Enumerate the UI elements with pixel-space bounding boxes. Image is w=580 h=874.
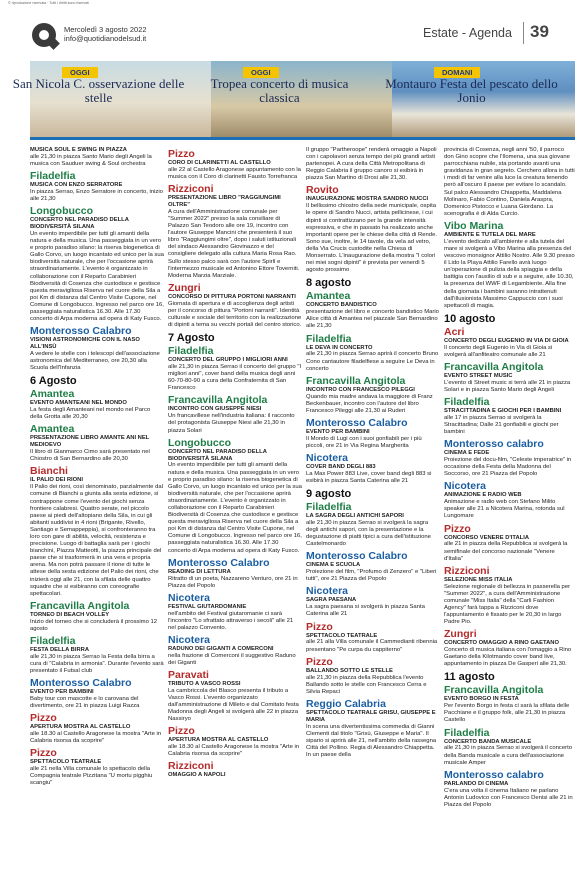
event-title: CINEMA E FEDE xyxy=(444,450,490,457)
town-name: Bianchi xyxy=(30,465,68,478)
event-title: CINEMA E SCUOLA xyxy=(306,562,361,569)
event-description: Proiezione del film, "Profumo di Zenzero" e "Liberi tutti", ore 21 Piazza del Popolo xyxy=(306,569,437,583)
town-name: Francavilla Angitola xyxy=(444,360,544,373)
banner-tag-3: DOMANI xyxy=(434,67,480,78)
event-description: alle 21,30 in piazza Serrao la Festa della birra a cura di "Calabria in armonia". Durante l'evento sarà presentato il Futsal club xyxy=(30,653,164,674)
event-title: LE DEVA IN CONCERTO xyxy=(306,344,373,351)
event-description: nell'ambito del Festival giutaromanie ci sarà l'incontro "Lo sfrattato attraverso i secoli" alle 21 nel palazzo Convento. xyxy=(168,610,294,631)
event-title: CONCERTO DEL GRUPPO I MIGLIORI ANNI xyxy=(168,357,288,364)
event-title: CONCERTO OMAGGIO A RINO GAETANO xyxy=(444,640,559,647)
town-name: Amantea xyxy=(30,423,75,436)
event-title: INCONTRO CON GIUSEPPE NIESI xyxy=(168,406,262,413)
event-description: Per l'evento Borgo in festa ci sarà la sfilata delle Pacchiane e il gruppo folk, alle 21,30 in piazza Castello xyxy=(444,703,570,724)
event-description: Giornata di apertura e di accoglienza degli artisti per il concorso di pittura "Portoni narranti". Identità culturale e sociale del territorio con la realizzazione di dipinti a tema su vecchi portali del centro storico. xyxy=(168,300,302,329)
town-name: Monterosso Calabro xyxy=(306,416,408,429)
event-description: Il libro di Gianmarco Cimo sarà presentato nel Chiostro di San Bernardino alle 20,30 xyxy=(30,449,150,463)
event-description: A cura dell'Amministrazione comunale per "Summer 2022" presso la sala consiliare di Palazzo San Teodoro alle ore 19, incontro con l'autore Giuseppe Mancini che presenterà il suo libro "Raggiungimi oltre", dopo i saluti istituzionali del sindaco Alessandro Giovinazzo e del consigliere delegato alla cultura Maria Rosa Rao. Sullo stesso palco sarà con l'autore Spirlì e l'intermezzo musicale ed Antonino Ettore Toverniti. Moderna Marzia Marziale. xyxy=(168,208,300,279)
event-description: In scena una divertentissima commedia di Gianni Clementi dal titolo "Grisù, Giuseppe e Maria". Il sipario si aprirà alle 21, nell'ambito della rassegna Città del Pollino. Regia di Alessandro Chiappetta. In un paese della xyxy=(306,723,437,758)
event-description: provincia di Cosenza, negli anni '50, il parroco don Gino scopre che l'Ilomena, una sua giovane parrocchiana nubile, sta portando avanti una gravidanza in gran segreto. Cerchero allora in tutti i modi di far venire alla luce la creatura tenendo però all'oscuro il paese per evitare lo scandalo. Sul palco Alessandro Chiappetta, Maddalena Molinaro, Fabio Contino, Daniela Araspra, Domenico Pistocco e Luana Giordano. La scenografia è di Alda Curcio. xyxy=(444,147,575,217)
event-title: INCONTRO CON FRANCESCO PILEGGI xyxy=(306,386,415,393)
town-name: Paravati xyxy=(168,669,209,681)
event-description: alle 18.30 al Castello Aragonese la mostra "Arte in Calabria risorsa da scoprire" xyxy=(30,731,162,745)
event-description: alle 17 in piazza Serrao si svolgerà la Stracittadina; Dalle 21 gonfiabili e giochi per bambini xyxy=(444,414,559,436)
event-description: alle 21,30 in piazza Serrao il concerto del gruppo "I migliori anni", cover band della musica degli anni 60-70-80-90 a cura della Confraternita di San Francesco xyxy=(168,364,302,392)
quotidiano-logo-icon xyxy=(32,23,56,47)
event-description: alle 22 al Castello Aragonese appuntamento con la musica con il Coro di clarinetti Fausto Torrefranca xyxy=(168,166,301,180)
event-description: Animazione e radio web con Stefano Milito speaker alle 21 a Nicotera Marina, rotonda sul Lungomare xyxy=(444,499,565,520)
issue-date: Mercoledì 3 agosto 2022 xyxy=(64,25,147,34)
town-name: Filadelfia xyxy=(168,345,214,358)
town-name: Longobucco xyxy=(168,436,231,449)
town-name: Pizzo xyxy=(168,148,195,160)
wave-divider xyxy=(30,137,575,140)
town-name: Amantea xyxy=(30,388,75,401)
town-name: Acri xyxy=(444,325,465,338)
banner-title-2: Tropea concerto di musica classica xyxy=(210,76,349,105)
banner-title-1: San Nicola C. osservazione delle stelle xyxy=(12,76,185,105)
event-title: PARLANDO DI CINEMA xyxy=(444,780,509,787)
event-description: Il Palio dei rioni, così denominato, parzialmente dal comune di Bianchi a giunta alla sesta edizione, si contrappone come l'evento dei giochi senza frontiere calabresi. Quattro serate, nel piccolo paese ai piedi dell'altopiano della Sila, in cui gli abitanti suddivisi in 4 rioni (Brigante, Rivello, Santiago e Semappeppia), si confronteranno tra loro con gare di abilità, velocità, resistenza e precisione. Luogo di battaglia sarà per i giochi bianchini, Piazza Matteotti, la piazza principale del paese che si trasformerà in una vera e propria arena. Ma non potrà passare il rione di tutte le attese della sesta edizione del Palio dei rioni, che inizierà oggi alle 21, con la sfilata delle quattro squadre che si esibiranno con coreografie spettacolari. xyxy=(30,484,163,597)
event-title: OMAGGIO A NAPOLI xyxy=(168,772,226,779)
event-title: READING DI LETTURA xyxy=(168,568,231,575)
event-title: SPETTACOLO TEATRALE xyxy=(30,759,102,766)
event-title: AMBIENTE E TUTELA DEL MARE xyxy=(444,231,536,238)
town-name: Filadelfia xyxy=(30,170,76,183)
event-title: APERTURA MOSTRA AL CASTELLO xyxy=(168,737,269,744)
town-name: Rizziconi xyxy=(168,183,214,196)
town-name: Zungri xyxy=(168,281,201,294)
town-name: Francavilla Angitola xyxy=(168,394,268,407)
event-title: SPETTACOLO TEATRALE GRISU, GIUSEPPE E MARIA xyxy=(306,709,436,723)
event-description: alle 21,30 in piazza Santo Mario degli Angeli la musica con Sauduer swing & Soul orchestra xyxy=(30,153,152,167)
event-title: STRACITTADINA E GIOCHI PER I BAMBINI xyxy=(444,407,562,414)
event-description: nella frazione di Comerconi il suggestivo Raduno dei Giganti xyxy=(168,652,296,666)
event-title: PRESENTAZIONE LIBRO "RAGGIUNGIMI OLTRE" xyxy=(168,195,281,208)
town-name: Rizziconi xyxy=(444,564,490,577)
town-name: Francavilla Angitola xyxy=(444,684,544,697)
event-description: Un evento imperdibile per tutti gli amanti della natura e della musica. Una passeggiata in un vero e proprio paradiso silano: la riserva biogenetica di Gallo Corvo, un luogo incantato ed unico per la sua biodiversità naturale, che per l'occasione aprirà straordinariamente. L'evento è organizzato in collaborazione con il Reparto Carabinieri Biodiversità di Cosenza che custodisce e gestisce questa meravigliosa Riserva nel cuore della Sila a poi Km di distanza dal Centro Visite Cupone, nel Comune di Longobucco. Ingresso nel parco ore 16, passeggiata naturalistica 16.30. Alle 17.30 concerto di Arpa moderna ad opera di Katy Fusco. xyxy=(168,462,302,554)
date-heading: 11 agosto xyxy=(444,671,495,684)
event-description: La cambriccola del Blasco presenta il tributo a Vasco Rossi. L'evento organizzato dall'amministrazione di Mileto e dal Comitato festa Madonna degli Angeli si svolgerà alle 22 in piazza Nassiryo xyxy=(168,687,299,723)
event-title: EVENTO BORGO IN FESTA xyxy=(444,696,519,703)
event-description: Baby tour con mascotte e lo carovana del divertimento, ore 21 in piazza Luigi Razza xyxy=(30,696,140,710)
event-description: L'evento dedicato all'ambiente e alla tutela del mare si svolgerà a Vibo Marina alla presenza del vescovo monsignor Attilio Nostro. Alle 9.30 presso il Lido la Playa Attilio Farello avrà luogo un'operazione di pulizia della spiaggia e della battigia con l'ausilio di sub e a seguire, alle 10.30, la presenza del WWF di Legambiente. Alla fine della giornata i bambini saranno intrattenuti dall'illusionista Massimo Cappuccio con i suoi spettacoli di magia. xyxy=(444,238,575,309)
event-title: FESTIVAL GIUTARDOMANIE xyxy=(168,603,247,610)
town-name: Filadelfia xyxy=(30,634,76,647)
event-description: Il gruppo "Partheroope" renderà omaggio a Napoli con i capolavori senza tempo dei più grandi artisti partenopei. A cura della Città Metropolitana di Reggio Calabria il gruppo canoro si esibirà in piazza San Martino di Drosi alle 21,30. xyxy=(306,147,437,182)
town-name: Monterosso Calabro xyxy=(306,550,408,563)
event-description: A vedere le stelle con i telescopi dell'associazione astronomica del Mediterraneo, ore 20,30 alla Scuola dell'Infanzia xyxy=(30,351,160,372)
date-heading: 6 Agosto xyxy=(30,375,77,388)
column-2 xyxy=(168,147,302,779)
town-name: Pizzo xyxy=(306,655,333,668)
event-title: CONCERTO BANDISTICO xyxy=(306,302,377,309)
event-description: Il bellissimo chiostro della sede municipale, ospita le opere di Sandro Nucci, artista pellicinese, i cui dipinti si contrattizzano per la grande intensità espressiva, e che in passato ha realizzato anche importanti opere per le chiese della città di Rende. Sono sue, inoltre, le 14 tavole, da vela ad vetro, della Via Crucis custodite nella Chiesa di Monserrato. L'inaugurazione della mostra "I colori nei miei sogni dipinti" è prevista per venerdì 5 agosto prossimo xyxy=(306,203,437,274)
column-1 xyxy=(30,147,164,790)
event-title: APERTURA MOSTRA AL CASTELLO xyxy=(30,724,131,731)
town-name: Filadelfia xyxy=(306,501,352,514)
banner-tag-1: OGGI xyxy=(62,67,98,78)
town-name: Pizzo xyxy=(30,712,57,725)
banner-photo-3 xyxy=(385,61,575,137)
event-title: LA SAGRA DEGLI ANTICHI SAPORI xyxy=(306,513,404,520)
town-name: Vibo Marina xyxy=(444,219,504,232)
event-description: alle 21,30 in piazza Serrao si svolgerà il concerto della Banda musicale a cura dell'associazione musicale Amper xyxy=(444,745,573,766)
column-3 xyxy=(306,147,440,762)
copyright-note: © riproduzione riservata · Tutti i diritti sono riservati xyxy=(8,1,89,5)
town-name: Pizzo xyxy=(30,747,57,760)
town-name: Nicotera xyxy=(306,585,349,598)
event-title: EVENTO PER BAMBINI xyxy=(306,428,370,435)
event-title: SELEZIONE MISS ITALIA xyxy=(444,576,513,583)
event-title: EVENTO AMANTEANI NEL MONDO xyxy=(30,400,127,407)
town-name: Pizzo xyxy=(168,725,195,738)
header-divider xyxy=(523,22,524,44)
event-description: Un francavillese nell'industria italiana: il racconto del protagonista Giuseppe Niesi alle 21,30 in piazza Solari xyxy=(168,413,295,434)
section-title: Estate - Agenda xyxy=(423,26,512,40)
event-title: CONCORSO DI PITTURA PORTONI NARRANTI xyxy=(168,293,296,300)
event-title: CONCORSO VENERE D'ITALIA xyxy=(444,534,530,541)
event-title: SAGRA PAESANA xyxy=(306,597,357,604)
town-name: Monterosso Calabro xyxy=(30,677,132,690)
event-description: alle 21,30 in piazza Serrao si svolgerà la sagra degli antichi sapori, con la presentazione e la degustazione di piatti tipici a cura dell'istituzione Castelmonardo xyxy=(306,519,431,548)
event-description: Selezione regionale di bellezza in passerella per "Summer 2022", a cura dell'Amministrazione comunale "Miss Italia" della "Carli Fashion Agency" farà tappa a Rizziconi dove l'appuntamento è fissato per le 20,30 in largo Padre Pio. xyxy=(444,583,571,626)
town-name: Longobucco xyxy=(30,205,93,218)
date-heading: 9 agosto xyxy=(306,488,352,501)
event-title: CONCERTO NEL PARADISO DELLA BIODIVERSITÀ SILANA xyxy=(30,217,129,231)
event-title: CONCERTO DEGLI EUGENIO IN VIA DI GIOIA xyxy=(444,337,569,344)
town-name: Monterosso calabro xyxy=(444,768,544,781)
event-description: Proiezione del docu-film, "Celeste imperatrice" in occasione della Festa della Madonna del Soccorso, ore 21 Piazza del Popolo xyxy=(444,457,572,478)
event-description: La Max Power 883 Live, cover band degli 883 si esibirà in piazza Santa Caterina alle 21 xyxy=(306,470,432,484)
event-title: VISIONI ASTRONOMICHE CON IL NASO ALL'INSÙ xyxy=(30,337,140,351)
event-title: FESTA DELLA BIRRA xyxy=(30,646,90,653)
event-title: CORO DI CLARINETTI AL CASTELLO xyxy=(168,160,271,166)
event-description: Un evento imperdibile per tutti gli amanti della natura e della musica. Una passeggiata in un vero e proprio paradiso silano: la riserva biogenetica di Gallo Corvo, un luogo incantato ed unico per la sua biodiversità naturale, che per l'occasione aprirà straordinariamente. L'evento è organizzato in collaborazione con il Reparto Carabinieri Biodiversità di Cosenza che custodisce e gestisce questa meravigliosa Riserva nel cuore della Sila a poi Km di distanza dal Centro Visite Cupone, nel Comune di Longobucco. Ingresso nel parco ore 16, passeggiata naturalistica 16.30. Alle 17.30 concerto di Arpa moderna ad opera di Katy Fusco. xyxy=(30,231,164,323)
banner-photo-2 xyxy=(211,61,392,137)
town-name: Filadelfia xyxy=(444,726,490,739)
page-header xyxy=(0,18,580,48)
town-name: Francavilla Angitola xyxy=(30,599,130,612)
page-number: 39 xyxy=(530,22,549,41)
town-name: Rizziconi xyxy=(168,760,214,773)
event-title: PRESENTAZIONE LIBRO AMANTE ANI NEL MEDIOEVO xyxy=(30,435,150,449)
event-description: Il Mondo di Lugi con i suoi gonfiabili per i più piccoli, ore 21 in Via Regina Margherita xyxy=(306,435,422,449)
town-name: Filadelfia xyxy=(306,332,352,345)
town-name: Monterosso calabro xyxy=(444,438,544,451)
town-name: Zungri xyxy=(444,628,477,641)
event-description: alle 21,30 in piazza Serrao aprirà il concerto Bruno Cono cantautore filadelfiese a seguire Le Deva in concerto xyxy=(306,351,439,372)
town-name: Nicotera xyxy=(168,591,211,604)
event-description: C'era una volta il cinema Italiano ne parlano Antonio Ludovico con Francesco Denisi alle 21 in Piazza del Popolo xyxy=(444,787,573,808)
town-name: Pizzo xyxy=(444,522,471,535)
event-title: CONCERTO NEL PARADISO DELLA BIODIVERSITÀ SILANA xyxy=(168,448,267,462)
town-name: Monterosso Calabro xyxy=(30,325,132,338)
event-description: La festa degli Amanteani nel mondo nel Parco della Grotta alle 20,30 xyxy=(30,407,151,421)
event-description: alle 21 nella Villa comunale lo spettacolo della Compagnia teatrale Pizzitana "U mortu pigghiu scangiu" xyxy=(30,766,153,787)
event-description: alle 21 in piazza della Repubblica si svolgerà la semifinale del concorso nazionale "Venere d'Italia" xyxy=(444,541,568,562)
photo-banner xyxy=(12,61,575,137)
event-description: L'evento di Street music si terrà alle 21 in piazza Solari e in piazza Santo Mario degli Angeli xyxy=(444,379,571,393)
town-name: Amantea xyxy=(306,290,351,303)
column-4 xyxy=(444,147,575,812)
town-name: Nicotera xyxy=(168,633,211,646)
town-name: Pizzo xyxy=(306,620,333,633)
town-name: Nicotera xyxy=(444,480,487,493)
date-heading: 10 agosto xyxy=(444,312,496,325)
town-name: Filadelfia xyxy=(444,395,490,408)
event-title: TORNEO DI BEACH VOLLEY xyxy=(30,611,110,618)
event-description: alle 21,30 in piazza della Repubblica l'evento Ballando sotto le stelle con Francesco Cerra e Silvia Repaci xyxy=(306,674,427,695)
event-title: IL PALIO DEI RIONI xyxy=(30,477,83,484)
banner-title-3: Montauro Festa del pescato dello Jonio xyxy=(385,76,558,105)
event-title: MUSICA CON ENZO SERRATORE xyxy=(30,182,123,189)
town-name: Nicotera xyxy=(306,451,349,464)
town-name: Reggio Calabria xyxy=(306,697,386,710)
banner-tag-2: OGGI xyxy=(243,67,279,78)
date-heading: 8 agosto xyxy=(306,277,352,290)
event-description: In piazza Serrao, Enzo Serratore in concerto, inizio alle 21,30 xyxy=(30,189,163,203)
event-title: BALLANDO SOTTO LE STELLE xyxy=(306,667,393,674)
event-description: presentazione del libro e concerto bandistico Mario Alice città di Amantea nel piazzale San Bernardino alle 21,30 xyxy=(306,309,439,330)
contact-email: info@quotidianodelsud.it xyxy=(64,34,147,43)
event-title: CONCERTO BANDA MUSICALE xyxy=(444,738,532,745)
event-title: ANIMAZIONE E RADIO WEB xyxy=(444,492,522,499)
event-title: TRIBUTO A VASCO ROSSI xyxy=(168,681,241,687)
event-title: SPETTACOLO TEATRALE xyxy=(306,632,378,639)
event-title: MUSICA SOUL E SWING IN PIAZZA xyxy=(30,147,127,153)
event-description: Inizio del torneo che si concluderà il prossimo 12 agosto xyxy=(30,618,158,632)
town-name: Rovito xyxy=(306,184,339,197)
event-title: INAUGURAZIONE MOSTRA SANDRO NUCCI xyxy=(306,196,429,203)
town-name: Monterosso Calabro xyxy=(168,556,270,569)
event-description: Il concerto degli Eugenio in Via di Gioia si svolgerà all'anfiteatro comunale alle 21 xyxy=(444,344,553,358)
event-title: COVER BAND DEGLI 883 xyxy=(306,463,376,470)
event-description: Concerto di musica italiana con l'omaggio a Rino Gaetano della Kilotmando cover band live, appuntamento in piazza De Gasperi alle 21,30. xyxy=(444,647,572,668)
event-title: EVENTO PER BAMBINI xyxy=(30,689,94,696)
event-title: EVENTO STREET MUSIC xyxy=(444,372,513,379)
town-name: Francavilla Angitola xyxy=(306,374,406,387)
event-description: alle 18.30 al Castello Aragonese la mostra "Arte in Calabria risorsa da scoprire" xyxy=(168,744,300,758)
event-description: Ritratto di un poeta, Nazzareno Venturo, ore 21 in Piazza del Popolo xyxy=(168,575,298,589)
event-description: alle 21 alla Villa comunale il Cammedianti ribennia presentano "Pe curpa du cappiterno" xyxy=(306,639,438,653)
date-heading: 7 Agosto xyxy=(168,332,215,345)
event-description: La sagra paesana si svolgerà in piazza Santa Caterina alle 21 xyxy=(306,604,425,618)
banner-photo-1 xyxy=(12,61,211,137)
event-title: RADUNO DEI GIGANTI A COMERCONI xyxy=(168,645,274,652)
event-description: Quando mia madre andava la maggiore di Franz Beckenbauer, incontro con l'autore del libro Francesco Pileggi alle 21,30 ai Ruderi xyxy=(306,393,433,414)
